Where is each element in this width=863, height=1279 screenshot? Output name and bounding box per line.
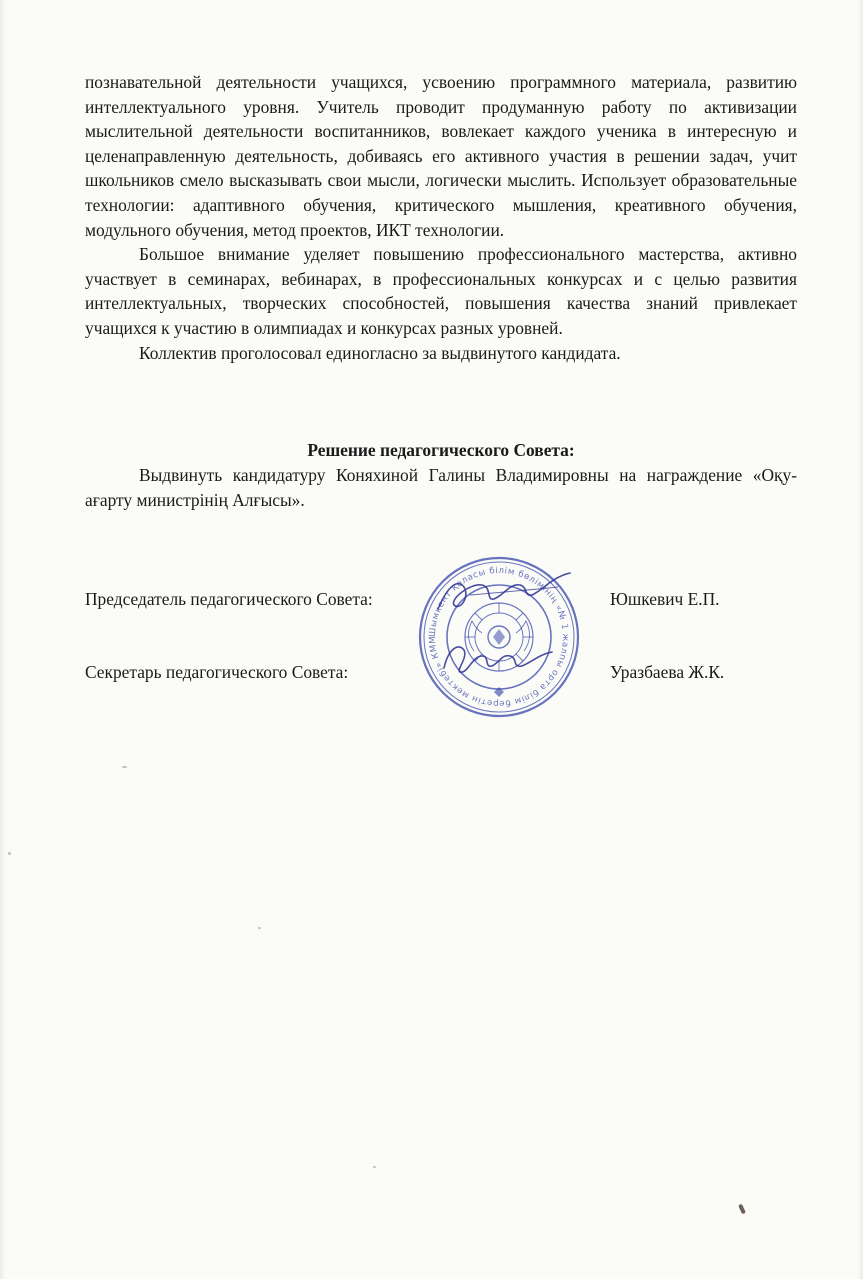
page-edge-left bbox=[0, 0, 6, 1279]
page-edge-right bbox=[857, 0, 863, 1279]
decision-text: Выдвинуть кандидатуру Коняхиной Галины Владимировны на награждение «Оқу-ағарту министрінің Алғысы». bbox=[85, 465, 797, 510]
scan-speck bbox=[373, 1166, 376, 1168]
secretary-role: Секретарь педагогического Совета: bbox=[85, 662, 349, 682]
paragraph-vote: Коллектив проголосовал единогласно за выдвинутого кандидата. bbox=[139, 342, 621, 363]
stamp-ring-text: Шымкент қаласы білім бөлімінің «№ 1 жалпы орта білім беретін мектебі» КММ bbox=[427, 565, 571, 709]
document-body bbox=[85, 70, 797, 365]
decision-title: Решение педагогического Совета: bbox=[307, 440, 575, 460]
chairman-role: Председатель педагогического Совета: bbox=[85, 589, 373, 609]
secretary-signature bbox=[438, 632, 558, 682]
secretary-name: Уразбаева Ж.К. bbox=[610, 662, 725, 682]
chairman-signature bbox=[430, 565, 580, 625]
chairman-name: Юшкевич Е.П. bbox=[610, 589, 720, 609]
scan-speck bbox=[122, 766, 127, 768]
scan-speck bbox=[258, 927, 261, 929]
paragraph-professional-growth: Большое внимание уделяет повышению профессионального мастерства, активно участвует в семинарах, вебинарах, в профессиональных конкурсах и с целью развития интеллектуальных, творческих способностей, повышения качества знаний привлекает учащихся к участию в олимпиадах и конкурсах разных уровней. bbox=[85, 244, 797, 338]
scan-speck bbox=[8, 852, 11, 855]
scan-speck bbox=[738, 1204, 746, 1215]
paragraph-activity: познавательной деятельности учащихся, усвоению программного материала, развитию интеллектуального уровня. Учитель проводит продуманную работу по активизации мыслительной деятельности воспитанников, вовлекает каждого ученика в интересную и целенаправленную деятельность, добиваясь его активного участия в решении задач, учит школьников смело высказывать свои мысли, логически мыслить. Использует образовательные технологии: адаптивного обучения, критического мышления, креативного обучения, модульного обучения, метод проектов, ИКТ технологии. bbox=[85, 72, 797, 240]
